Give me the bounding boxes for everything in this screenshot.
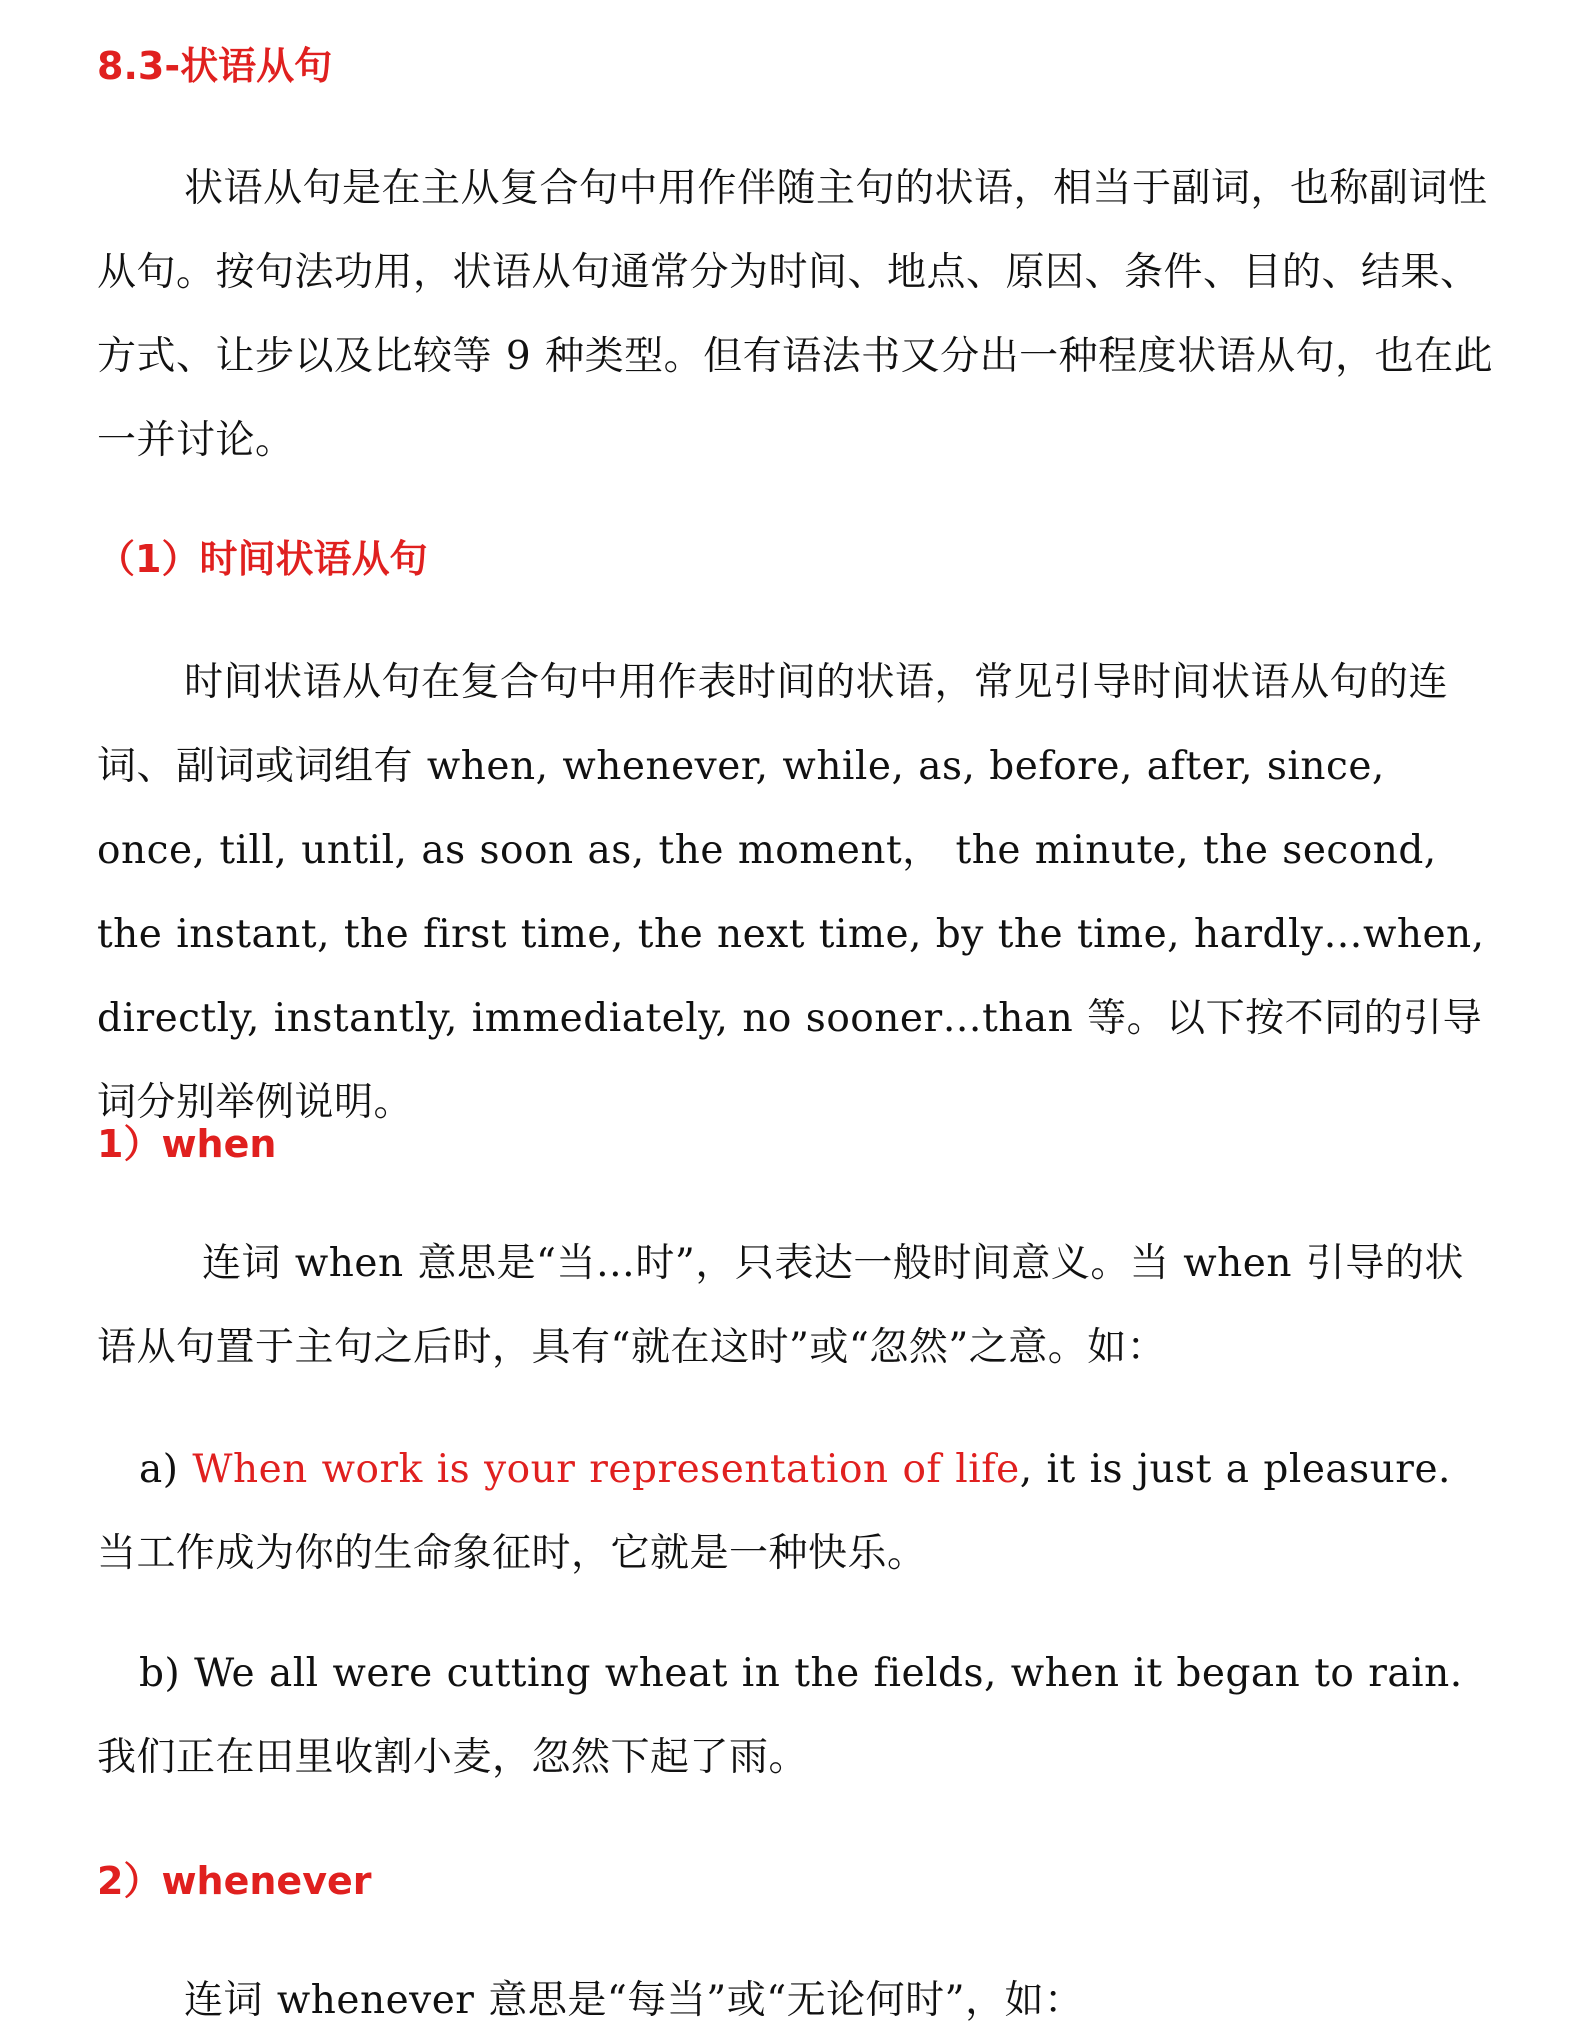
example-a-highlight: When work is your representation of life [192, 1447, 1020, 1492]
when-description: 连词 when 意思是“当…时”，只表达一般时间意义。当 when 引导的状语从句置于主句之后时，具有“就在这时”或“忽然”之意。如： [97, 1241, 1464, 1370]
example-b: b) We all were cutting wheat in the fields, when it began to rain. 我们正在田里收割小麦，忽然下起了雨。 [97, 1651, 1463, 1780]
example-a-rest: , it is just a pleasure. 当工作成为你的生命象征时，它就是一种快乐。 [97, 1447, 1451, 1576]
section-title: 8.3-状语从句 [97, 44, 333, 88]
whenever-heading: 2）whenever [97, 1859, 372, 1903]
whenever-description: 连词 whenever 意思是“每当”或“无论何时”，如： [184, 1978, 1084, 2023]
when-heading: 1）when [97, 1122, 277, 1166]
example-a-label: a) [139, 1447, 193, 1492]
intro-paragraph: 状语从句是在主从复合句中用作伴随主句的状语，相当于副词，也称副词性从句。按句法功用，状语从句通常分为时间、地点、原因、条件、目的、结果、方式、让步以及比较等 9 种类型。但有语法书又分出一种程度状语从句，也在此一并讨论。 [97, 166, 1494, 463]
time-clause-paragraph: 时间状语从句在复合句中用作表时间的状语，常见引导时间状语从句的连词、副词或词组有 when, whenever, while, as, before, after, since, once, till, until, as soon as, the moment， the minute, the second, the instant, the first time, the next time, by the time, hardly…when, directly, instantly, immediately, no sooner…than 等。以下按不同的引导词分别举例说明。 [97, 660, 1485, 1125]
subsection-title: （1）时间状语从句 [97, 537, 428, 581]
example-a [97, 1428, 1497, 1596]
